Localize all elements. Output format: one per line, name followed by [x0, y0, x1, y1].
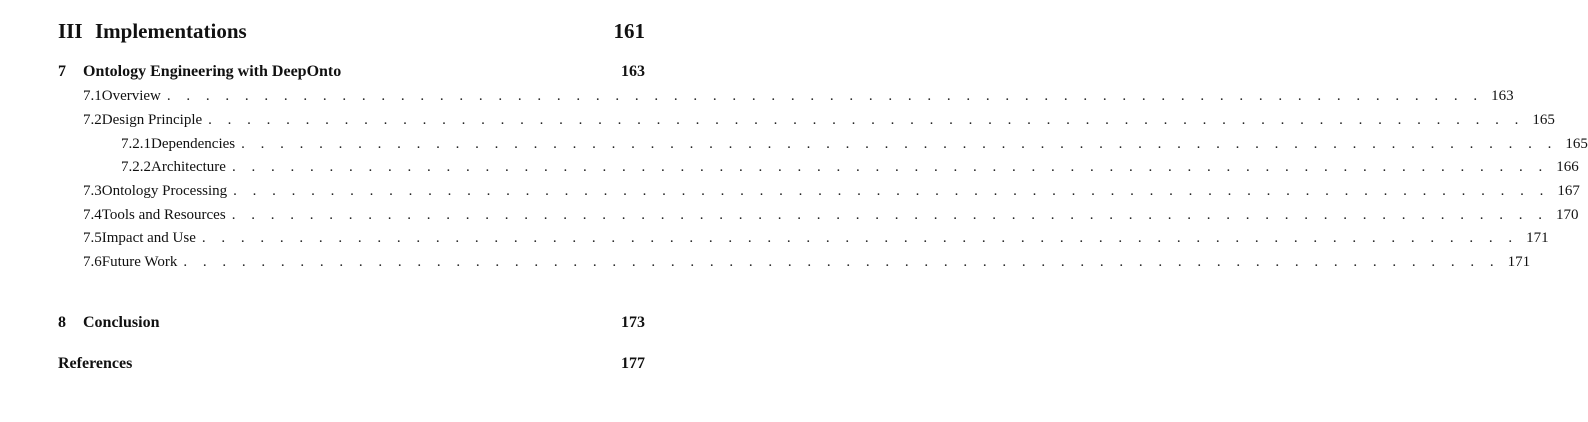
section-number: 7.3 — [83, 183, 102, 199]
subsection-page-number: 165 — [1565, 136, 1588, 152]
part-number: III — [58, 19, 83, 43]
subsection-title: Architecture — [151, 159, 226, 175]
toc-subsection-entry[interactable] — [58, 159, 1579, 176]
dot-leader: . . . . . . . . . . . . . . . . . . . . . . . . . . . . . . . . . . . . . . . . . . . . . . . . . . . . . . . . . . . . . . . . . . . . — [231, 159, 1549, 175]
section-page-number: 170 — [1555, 207, 1579, 223]
subsection-page-number: 166 — [1556, 159, 1579, 175]
subsection-number: 7.2.1 — [121, 136, 151, 152]
chapter-title: Conclusion — [83, 314, 160, 331]
section-page-number: 163 — [1491, 88, 1514, 104]
section-page-number: 165 — [1532, 112, 1555, 128]
section-title: Overview — [101, 88, 161, 104]
section-page-number: 167 — [1557, 183, 1580, 199]
toc-part-entry[interactable] — [58, 19, 645, 44]
toc-section-entry[interactable] — [58, 183, 1580, 200]
chapter-page-number: 163 — [621, 63, 645, 80]
dot-leader: . . . . . . . . . . . . . . . . . . . . . . . . . . . . . . . . . . . . . . . . . . . . . . . . . . . . . . . . . . . . . . . . . . . . — [241, 136, 1558, 152]
dot-leader: . . . . . . . . . . . . . . . . . . . . . . . . . . . . . . . . . . . . . . . . . . . . . . . . . . . . . . . . . . . . . . . . . . . . — [233, 183, 1550, 199]
section-page-number: 171 — [1507, 254, 1531, 270]
section-title: Tools and Resources — [101, 207, 226, 223]
references-page-number: 177 — [621, 355, 645, 372]
part-title: Implementations — [95, 19, 247, 43]
dot-leader: . . . . . . . . . . . . . . . . . . . . . . . . . . . . . . . . . . . . . . . . . . . . . . . . . . . . . . . . . . . . . . . . . . . . — [208, 112, 1525, 128]
section-number: 7.4 — [83, 207, 102, 223]
chapter-number: 8 — [58, 314, 66, 331]
toc-section-entry[interactable] — [58, 112, 1555, 129]
section-title: Future Work — [101, 254, 178, 270]
chapter-title: Ontology Engineering with DeepOnto — [83, 63, 342, 80]
section-title: Ontology Processing — [101, 183, 228, 199]
section-number: 7.6 — [83, 254, 102, 270]
toc-references-entry[interactable] — [58, 355, 645, 373]
chapter-page-number: 173 — [621, 314, 645, 331]
toc-section-entry[interactable] — [58, 230, 1549, 247]
section-title: Design Principle — [101, 112, 203, 128]
dot-leader: . . . . . . . . . . . . . . . . . . . . . . . . . . . . . . . . . . . . . . . . . . . . . . . . . . . . . . . . . . . . . . . . . . . . — [231, 207, 1548, 223]
dot-leader: . . . . . . . . . . . . . . . . . . . . . . . . . . . . . . . . . . . . . . . . . . . . . . . . . . . . . . . . . . . . . . . . . . . . — [166, 88, 1484, 104]
section-number: 7.1 — [83, 88, 102, 104]
section-title: Impact and Use — [101, 230, 196, 246]
toc-chapter-entry[interactable] — [58, 63, 645, 81]
chapter-number: 7 — [58, 63, 66, 80]
toc-subsection-entry[interactable] — [58, 136, 1588, 153]
toc-section-entry[interactable] — [58, 254, 1531, 271]
section-number: 7.2 — [83, 112, 102, 128]
toc-section-entry[interactable] — [58, 88, 1514, 105]
subsection-number: 7.2.2 — [121, 159, 151, 175]
subsection-title: Dependencies — [151, 136, 236, 152]
toc-section-entry[interactable] — [58, 207, 1579, 224]
dot-leader: . . . . . . . . . . . . . . . . . . . . . . . . . . . . . . . . . . . . . . . . . . . . . . . . . . . . . . . . . . . . . . . . . . . . — [183, 254, 1500, 270]
references-title: References — [58, 355, 133, 372]
section-number: 7.5 — [83, 230, 102, 246]
section-page-number: 171 — [1526, 230, 1549, 246]
toc-chapter-entry[interactable] — [58, 314, 645, 332]
part-page-number: 161 — [613, 19, 645, 43]
dot-leader: . . . . . . . . . . . . . . . . . . . . . . . . . . . . . . . . . . . . . . . . . . . . . . . . . . . . . . . . . . . . . . . . . . . . — [201, 230, 1519, 246]
